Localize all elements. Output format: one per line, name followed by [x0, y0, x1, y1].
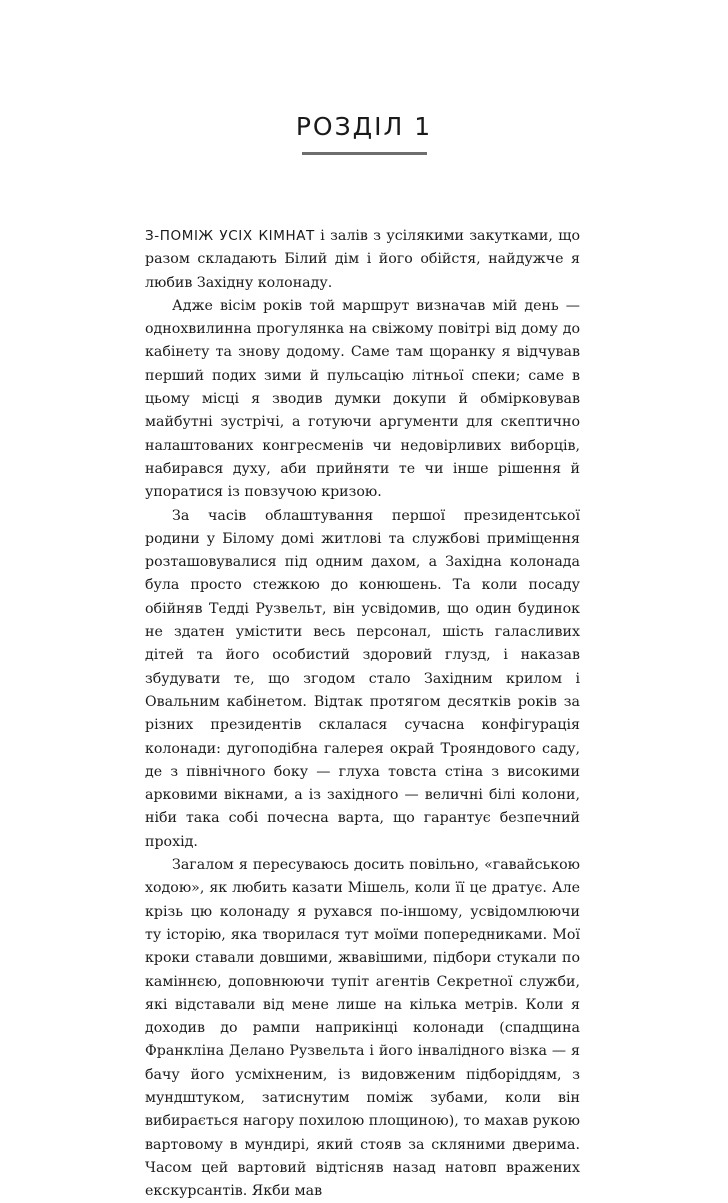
chapter-title: РОЗДІЛ 1	[295, 112, 433, 141]
paragraph-4: Загалом я пересуваюсь досить повільно, «гавайською ходою», як любить казати Мішель, коли її це дратує. Але крізь цю колонаду я рухався по-іншому, усвідомлюючи ту історію, яка творилася тут моїми попередниками. Мої кроки ставали довшими, жвавішими, підбори стукали по каміннєю, доповнюючи тупіт агентів Секретної служби, які відставали від мене лише на кілька метрів. Коли я доходив до рампи наприкінці колонади (спадщина Франкліна Делано Рузвельта і його інвалідного візка — я бачу його усміхненим, із видовженим підборіддям, з мундштуком, затиснутим поміж зубами, коли він вибирається нагору похилою площиною), то махав рукою вартовому в мундирі, який стояв за скляними дверима. Часом цей вартовий відтісняв назад натовп вражених екскурсантів. Якби мав	[145, 857, 580, 1200]
paragraph-lead-in: З-ПОМІЖ УСІХ КІМНАТ	[145, 228, 315, 244]
paragraph-2: Адже вісім років той маршрут визначав мій день — однохвилинна прогулянка на свіжому повітрі від дому до кабінету та знову додому. Саме там щоранку я відчував перший подих зими й пульсацію літньої спеки; саме в цьому місці я зводив думки докупи й обмірковував майбутні зустрічі, а готуючи аргументи для скептично налаштованих конгресменів чи недовірливих виборців, набирався духу, аби прийняти те чи інше рішення й упоратися із повзучою кризою.	[145, 297, 580, 501]
paragraph-1-text: і залів з усілякими закутками, що разом складають Білий дім і його обійстя, найдужче я любив Західну колонаду.	[145, 228, 580, 291]
paragraph-3: За часів облаштування першої президентської родини у Білому домі житлові та службові приміщення розташовувалися під одним дахом, а Західна колонада була просто стежкою до конюшень. Та коли посаду обійняв Тедді Рузвельт, він усвідомив, що один будинок не здатен умістити весь персонал, шість галасливих дітей та його особистий здоровий глузд, і наказав збудувати те, що згодом стало Західним крилом і Овальним кабінетом. Відтак протягом десятків років за різних президентів склалася сучасна конфігурація колонади: дугоподібна галерея окрай Трояндового саду, де з північного боку — глуха товста стіна з високими арковими вікнами, а із західного — величні білі колони, ніби така собі почесна варта, що гарантує безпечний прохід.	[145, 507, 580, 850]
chapter-heading	[0, 112, 728, 142]
paragraph-1	[145, 225, 580, 295]
chapter-title-underline	[302, 152, 427, 155]
chapter-body	[145, 225, 580, 1203]
